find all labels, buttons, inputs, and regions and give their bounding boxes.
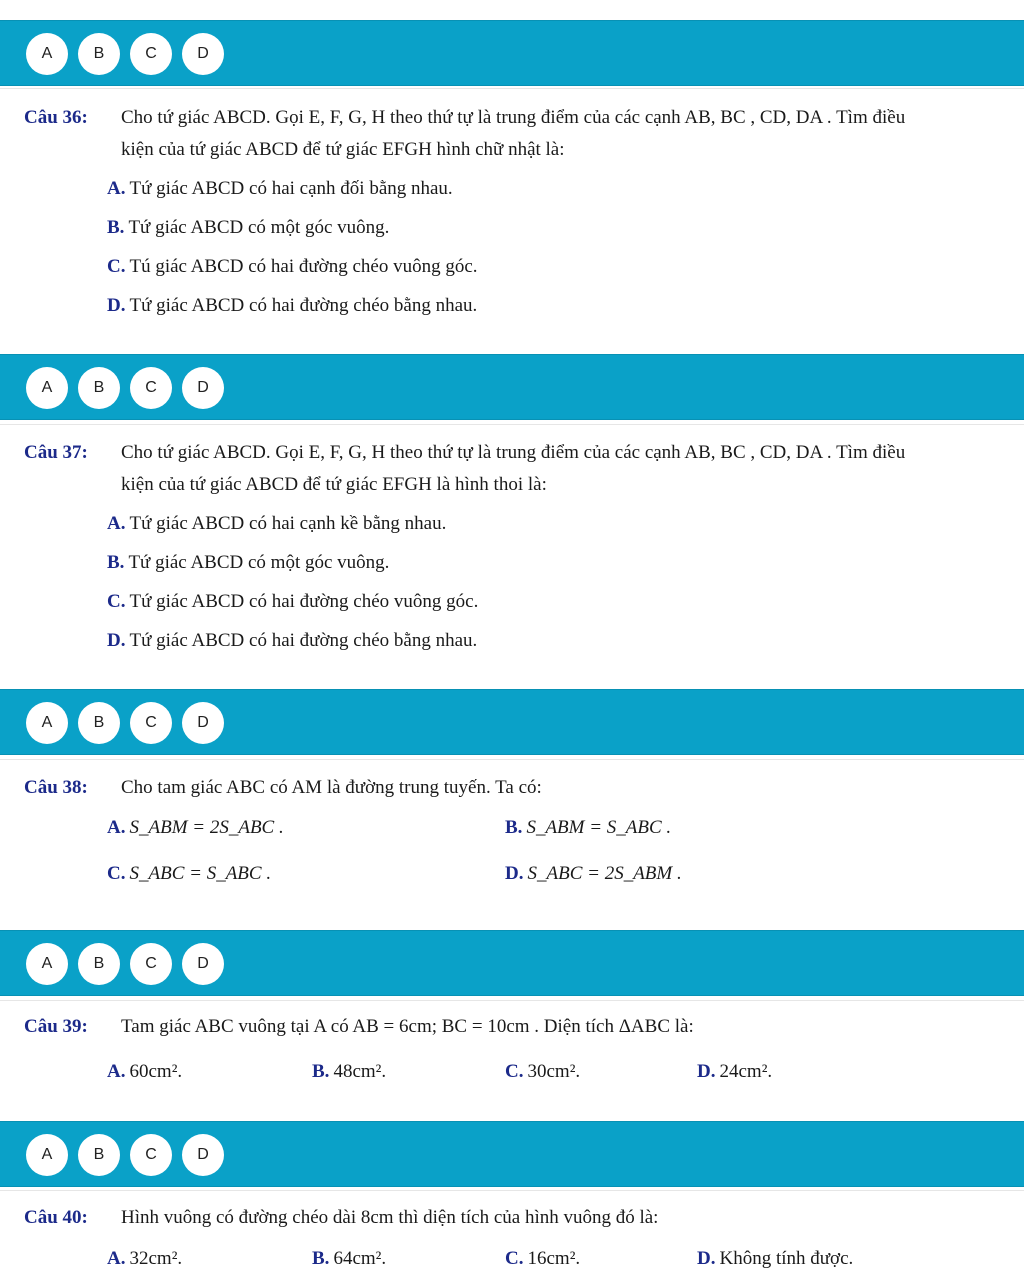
answer-bar-2 xyxy=(0,354,1024,420)
question-40 xyxy=(0,1190,1024,1280)
option-a xyxy=(107,816,284,840)
answer-d-button[interactable]: D xyxy=(182,1134,224,1176)
answer-d-button[interactable]: D xyxy=(182,33,224,75)
answer-a-button[interactable]: A xyxy=(26,33,68,75)
question-number: Câu 36: xyxy=(24,107,88,128)
option-text: Không tính được. xyxy=(719,1248,854,1269)
option-a xyxy=(107,512,446,536)
answer-c-button[interactable]: C xyxy=(130,33,172,75)
option-letter: B. xyxy=(107,552,125,573)
option-text: 32cm². xyxy=(129,1248,183,1269)
question-number: Câu 37: xyxy=(24,442,88,463)
option-text: Tứ giác ABCD có hai cạnh đối bằng nhau. xyxy=(129,178,453,199)
option-text: 16cm². xyxy=(527,1248,581,1269)
question-37 xyxy=(0,424,1024,688)
option-text: Tứ giác ABCD có một góc vuông. xyxy=(128,552,390,573)
question-number: Câu 40: xyxy=(24,1207,88,1228)
answer-b-button[interactable]: B xyxy=(78,702,120,744)
answer-c-button[interactable]: C xyxy=(130,367,172,409)
option-letter: A. xyxy=(107,1061,126,1082)
answer-a-button[interactable]: A xyxy=(26,367,68,409)
question-text-line: kiện của tứ giác ABCD để tứ giác EFGH hình chữ nhật là: xyxy=(121,139,565,160)
option-text: 30cm². xyxy=(527,1061,581,1082)
answer-c-button[interactable]: C xyxy=(130,702,172,744)
answer-b-button[interactable]: B xyxy=(78,367,120,409)
option-letter: A. xyxy=(107,817,126,838)
answer-d-button[interactable]: D xyxy=(182,367,224,409)
option-text: 64cm². xyxy=(333,1248,387,1269)
option-letter: C. xyxy=(505,1248,524,1269)
option-b xyxy=(312,1060,386,1084)
answer-bar-5 xyxy=(0,1121,1024,1187)
option-text: 24cm². xyxy=(719,1061,773,1082)
option-b xyxy=(312,1247,386,1271)
answer-a-button[interactable]: A xyxy=(26,702,68,744)
answer-a-button[interactable]: A xyxy=(26,943,68,985)
option-letter: D. xyxy=(697,1248,716,1269)
option-letter: A. xyxy=(107,1248,126,1269)
option-letter: B. xyxy=(312,1248,330,1269)
option-text: S_ABC = 2S_ABM . xyxy=(527,863,682,884)
question-text-line: Cho tam giác ABC có AM là đường trung tuyến. Ta có: xyxy=(121,777,542,798)
question-text-line: Hình vuông có đường chéo dài 8cm thì diện tích của hình vuông đó là: xyxy=(121,1207,659,1228)
option-letter: B. xyxy=(505,817,523,838)
question-38 xyxy=(0,759,1024,929)
answer-b-button[interactable]: B xyxy=(78,1134,120,1176)
answer-bar-3 xyxy=(0,689,1024,755)
option-text: S_ABM = 2S_ABC . xyxy=(129,817,284,838)
option-d xyxy=(697,1247,853,1271)
option-c xyxy=(107,255,478,279)
option-b xyxy=(107,551,389,575)
option-letter: C. xyxy=(107,256,126,277)
option-text: S_ABC = S_ABC . xyxy=(129,863,272,884)
option-letter: D. xyxy=(697,1061,716,1082)
option-a xyxy=(107,1060,182,1084)
option-letter: B. xyxy=(107,217,125,238)
option-b xyxy=(505,816,671,840)
answer-c-button[interactable]: C xyxy=(130,943,172,985)
option-d xyxy=(505,862,682,886)
option-letter: D. xyxy=(107,295,126,316)
option-text: Tứ giác ABCD có hai đường chéo bằng nhau. xyxy=(129,295,478,316)
option-c xyxy=(505,1247,580,1271)
question-text-line: Cho tứ giác ABCD. Gọi E, F, G, H theo thứ tự là trung điểm của các cạnh AB, BC , CD, DA . Tìm điều xyxy=(121,442,906,463)
option-a xyxy=(107,177,453,201)
question-number: Câu 39: xyxy=(24,1016,88,1037)
option-letter: A. xyxy=(107,513,126,534)
question-number: Câu 38: xyxy=(24,777,88,798)
answer-b-button[interactable]: B xyxy=(78,33,120,75)
question-text-line: Cho tứ giác ABCD. Gọi E, F, G, H theo thứ tự là trung điểm của các cạnh AB, BC , CD, DA . Tìm điều xyxy=(121,107,906,128)
answer-a-button[interactable]: A xyxy=(26,1134,68,1176)
answer-c-button[interactable]: C xyxy=(130,1134,172,1176)
option-text: Tứ giác ABCD có hai cạnh kề bằng nhau. xyxy=(129,513,447,534)
answer-d-button[interactable]: D xyxy=(182,943,224,985)
option-c xyxy=(107,590,478,614)
option-text: S_ABM = S_ABC . xyxy=(526,817,672,838)
option-letter: C. xyxy=(505,1061,524,1082)
option-b xyxy=(107,216,389,240)
answer-bar-1 xyxy=(0,20,1024,86)
question-39 xyxy=(0,1000,1024,1120)
question-text-line: Tam giác ABC vuông tại A có AB = 6cm; BC = 10cm . Diện tích ΔABC là: xyxy=(121,1016,694,1037)
question-text-line: kiện của tứ giác ABCD để tứ giác EFGH là hình thoi là: xyxy=(121,474,547,495)
question-36 xyxy=(0,88,1024,352)
option-text: Tứ giác ABCD có hai đường chéo vuông góc. xyxy=(129,591,479,612)
option-letter: D. xyxy=(505,863,524,884)
answer-d-button[interactable]: D xyxy=(182,702,224,744)
option-letter: C. xyxy=(107,863,126,884)
option-c xyxy=(505,1060,580,1084)
option-d xyxy=(697,1060,772,1084)
option-letter: B. xyxy=(312,1061,330,1082)
option-text: Tứ giác ABCD có hai đường chéo bằng nhau. xyxy=(129,630,478,651)
option-d xyxy=(107,629,477,653)
option-letter: A. xyxy=(107,178,126,199)
option-text: Tứ giác ABCD có một góc vuông. xyxy=(128,217,390,238)
option-letter: D. xyxy=(107,630,126,651)
option-c xyxy=(107,862,271,886)
answer-bar-4 xyxy=(0,930,1024,996)
answer-b-button[interactable]: B xyxy=(78,943,120,985)
option-letter: C. xyxy=(107,591,126,612)
option-text: 60cm². xyxy=(129,1061,183,1082)
option-text: 48cm². xyxy=(333,1061,387,1082)
option-text: Tú giác ABCD có hai đường chéo vuông góc. xyxy=(129,256,478,277)
option-a xyxy=(107,1247,182,1271)
option-d xyxy=(107,294,477,318)
